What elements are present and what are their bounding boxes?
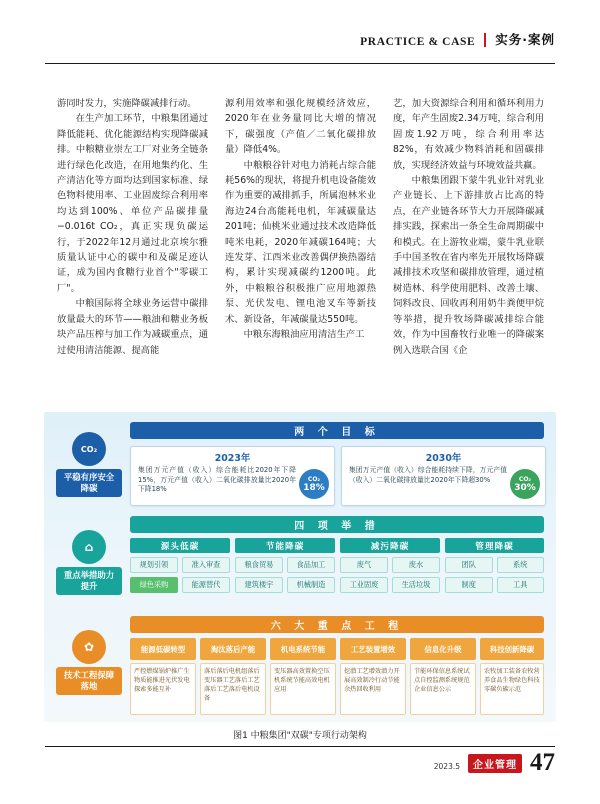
header-chinese-label: 实务·案例: [495, 32, 555, 47]
co2-icon: CO₂: [307, 476, 321, 483]
measure-chip: 工具: [497, 577, 545, 593]
measure-chip: 粮食贸易: [235, 557, 283, 573]
measure-group-head: 减污降碳: [340, 538, 440, 553]
figure-label-text: 重点举措助力提升: [56, 567, 122, 595]
project-head: 工艺装置增效: [340, 638, 406, 660]
project-column-obsolete: [200, 638, 266, 715]
goal-text: 集团万元产值（收入）综合能耗持续下降，万元产值（收入）二氧化碳排放量比2020年下降超30%: [349, 466, 507, 484]
project-column-electromechanical: [270, 638, 336, 715]
page-number: 47: [530, 749, 555, 776]
co2-icon: CO₂: [518, 476, 532, 483]
measure-group-head: 管理降碳: [445, 538, 544, 553]
measure-chip: 准入审查: [182, 557, 230, 573]
measure-group-source: [130, 538, 230, 593]
project-text: 变压器高效置换空压机系统节能高效电机应用: [270, 663, 336, 715]
article-column-1: [57, 96, 208, 414]
figure-label-measures: [54, 530, 124, 595]
goal-year: 2023年: [214, 453, 251, 464]
measure-chip: 团队: [445, 557, 493, 573]
project-text: 落后落后电机组落后变压器工艺落后工艺落后工艺落后电机设备: [200, 663, 266, 715]
measure-chip: 生活垃圾: [392, 577, 440, 593]
measures-title: 四 项 举 措: [130, 516, 544, 533]
figure-label-carbon: [54, 432, 124, 497]
measure-group-head: 节能降碳: [235, 538, 335, 553]
goal-card-2030: [341, 446, 546, 506]
goals-title: 两 个 目 标: [130, 422, 544, 439]
project-head: 淘汰落后产能: [200, 638, 266, 660]
figure-left-labels: [54, 426, 124, 706]
figure-section-goals: [130, 422, 544, 508]
page-header: [45, 30, 555, 64]
measure-group-pollution: [340, 538, 440, 593]
header-english-label: PRACTICE & CASE: [360, 36, 476, 48]
project-text: 挖潜工艺增效潜力开展高效制冷行动节能余热回收利用: [340, 663, 406, 715]
footer-rule: [45, 746, 555, 747]
project-text: 农牧加工装备农牧营养食品生物绿色科技零碳负碳示范: [480, 663, 544, 715]
figure-label-text: 技术工程保障落地: [56, 667, 122, 695]
paragraph: 中粮粮谷针对电力消耗占综合能耗56%的现状，将提升机电设备能效作为重要的减排抓手，所属泡林米业海边24台高能耗电机，年减碳量达201吨；仙桃米业通过技术改造降低吨米电耗，2020年减碳164吨；大连发芽、江西米业改善偶伊换热器结构，累计实现减碳约1200吨。此外，中粮粮谷积极推广应用地源热泵、光伏发电、锂电池叉车等新技术、新设备，年减碳量达550吨。: [225, 159, 376, 325]
measure-chip: 制度: [445, 577, 493, 593]
paragraph: 中粮集团跟下蒙牛乳业针对乳业产业链长、上下游排放占比高的特点，在产业链各环节大力开展降碳减排实践，探索出一条全生命周期碳中和模式。在上游牧业端，蒙牛乳业联手中国圣牧在省内率先开展牧场降碳减排技术攻坚和碳排放管理，通过植树造林、科学使用肥料、改善土壤、饲料改良、回收再利用奶牛粪便甲烷等举措，提升牧场降碳减排综合能效，作为中国畜牧行业唯一的降碳案例入选联合国《企: [393, 175, 544, 356]
goal-badge-2023: [299, 469, 329, 499]
measure-chip: 能源替代: [182, 577, 230, 593]
house-leaf-icon: ⌂: [72, 530, 106, 564]
goal-percent: 18%: [303, 483, 325, 493]
project-column-informatization: [410, 638, 476, 715]
header-divider: [484, 33, 486, 47]
project-head: 信息化升级: [410, 638, 476, 660]
goal-card-2023: [130, 446, 335, 506]
figure-label-projects: [54, 630, 124, 695]
gear-leaf-icon: ✿: [72, 630, 106, 664]
figure-diagram: [44, 412, 556, 722]
paragraph: 中粮东海粮油应用清洁生产工: [243, 329, 365, 341]
goal-text: 集团万元产值（收入）综合能耗比2020年下降15%，万元产值（收入）二氧化碳排放量比2020年下降18%: [138, 466, 296, 494]
co2-icon: CO₂: [72, 432, 106, 466]
project-head: 能源低碳转型: [130, 638, 196, 660]
figure-section-projects: [130, 616, 544, 708]
article-column-3: [393, 96, 544, 414]
issue-date: 2023.5: [433, 762, 460, 771]
paragraph: 中粮国际将全球业务运营中碳排放量最大的环节——粮油和糖业务板块产品压榨与加工作为减碳重点，通过使用清洁能源、提高能: [57, 298, 208, 356]
measure-chip: 规划引领: [130, 557, 178, 573]
measure-chip: 系统: [497, 557, 545, 573]
article-column-2: [225, 96, 376, 414]
page-footer: [45, 746, 555, 780]
measure-chip: 机械制造: [287, 577, 335, 593]
figure-section-measures: [130, 516, 544, 608]
figure-label-text: 平稳有序安全降碳: [56, 469, 122, 497]
measure-chip: 废水: [392, 557, 440, 573]
goal-year: 2030年: [425, 453, 462, 464]
project-head: 科技创新降碳: [480, 638, 544, 660]
paragraph: 源利用效率和强化规模经济效应，2020年在业务量同比大增的情况下，碳强度（产值／二氧化碳排放量）降低4%。: [225, 98, 376, 156]
goal-badge-2030: [510, 469, 540, 499]
project-column-technology: [480, 638, 544, 715]
paragraph: 游同时发力，实施降碳减排行动。: [57, 98, 197, 109]
project-head: 机电系统节能: [270, 638, 336, 660]
goal-percent: 30%: [514, 483, 536, 493]
measure-group-energy: [235, 538, 335, 593]
measure-group-management: [445, 538, 544, 593]
measure-chip: 废气: [340, 557, 388, 573]
paragraph: 在生产加工环节，中粮集团通过降低能耗、优化能源结构实现降碳减排。中粮糖业崇左工厂对业务全链条进行绿色化改造，在用地集约化、生产清洁化等方面均达到国家标准、绿色物料使用率、工业固废综合利用率均达到100%、单位产品碳排量−0.016t CO₂，真正实现负碳运行，于2022年12月通过北京埃尔雅质量认证中心的碳中和及碳足迹认证，成为国内食糖行业首个"零碳工厂"。: [57, 113, 208, 294]
projects-title: 六 大 重 点 工 程: [130, 616, 544, 633]
project-text: 严控燃煤锅炉推广生物质能推进光伏发电探索多能互补: [130, 663, 196, 715]
figure-caption: 图1 中粮集团"双碳"专项行动架构: [233, 731, 367, 741]
article-body: [57, 96, 545, 414]
project-column-process: [340, 638, 406, 715]
project-text: 节能环保信息系统试点自控监测系统规范企业信息公示: [410, 663, 476, 715]
project-column-energy: [130, 638, 196, 715]
measure-chip: 工业固废: [340, 577, 388, 593]
magazine-title: 企业管理: [468, 754, 522, 773]
measure-group-head: 源头低碳: [130, 538, 230, 553]
measure-chip: 绿色采购: [130, 577, 178, 593]
measure-chip: 食品加工: [287, 557, 335, 573]
measure-chip: 建筑楼宇: [235, 577, 283, 593]
paragraph: 艺，加大资源综合利用和循环利用力度，年产生固废2.34万吨，综合利用固废1.92万吨，综合利用率达82%，有效减少物料消耗和固碳排放，实现经济效益与环境效益共赢。: [393, 98, 544, 171]
header-rule: [45, 63, 555, 65]
